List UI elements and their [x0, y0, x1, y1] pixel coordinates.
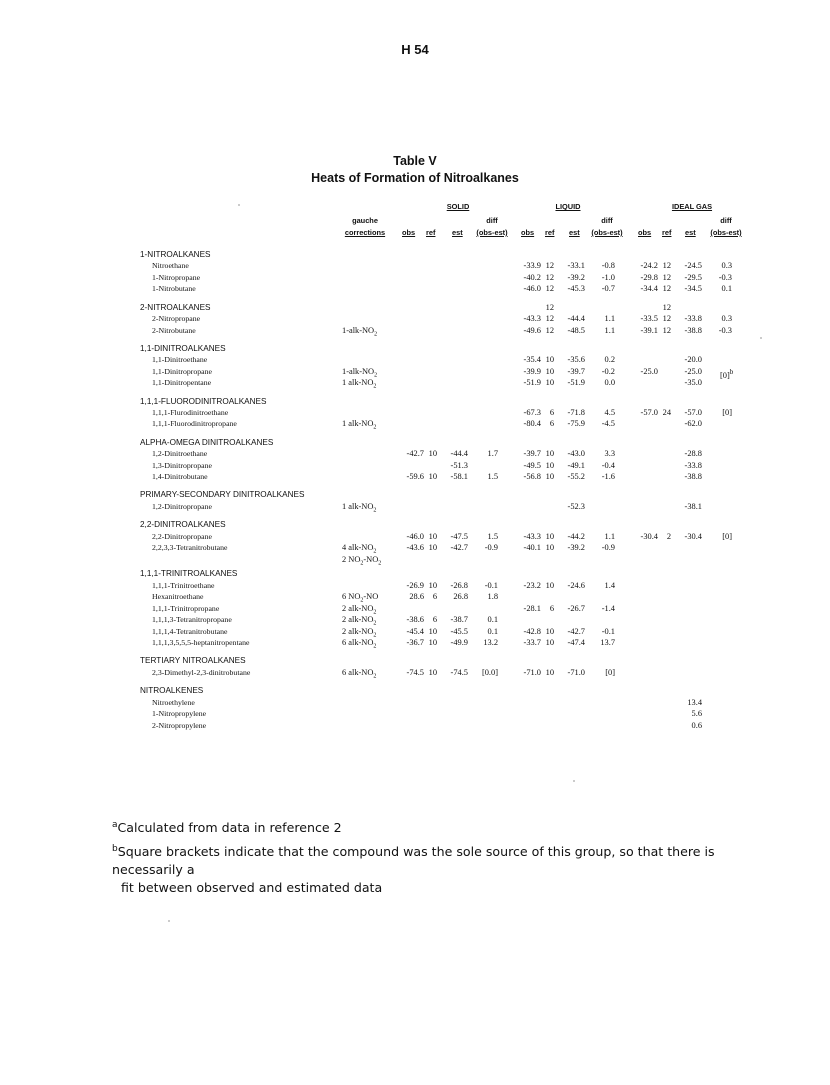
cell-g-est: -29.5 — [684, 272, 702, 282]
cell-g-est: -30.4 — [684, 531, 702, 541]
cell-l-ref: 6 — [549, 419, 554, 429]
cell-l-ref: 12 — [545, 325, 554, 335]
group-heading: ALPHA-OMEGA DINITROALKANES — [140, 437, 274, 447]
cell-l-est: -44.2 — [567, 531, 585, 541]
cell-l-est: -75.9 — [567, 419, 585, 429]
cell-l-est: -42.7 — [567, 626, 585, 636]
cell-s-est: 26.8 — [453, 592, 468, 602]
header-liquid-obs: obs — [521, 228, 535, 237]
gauche-subscript: 2 — [373, 383, 377, 390]
cell-l-est: -71.0 — [567, 667, 585, 677]
footnote-b-line1: Square brackets indicate that the compound was the sole source of this group, so that there is necessarily a — [112, 844, 715, 877]
footnote-a-text: Calculated from data in reference 2 — [117, 820, 342, 835]
cell-l-ref: 6 — [549, 603, 554, 613]
cell-g-obs: -39.1 — [640, 325, 658, 335]
compound-name: 1,4-Dinitrobutane — [152, 472, 208, 482]
cell-l-diff: 4.5 — [604, 408, 615, 417]
cell-l-ref: 12 — [545, 314, 554, 324]
gauche-correction — [342, 378, 376, 392]
header-gas-ref: ref — [662, 228, 672, 237]
header-gauche-bottom: corrections — [344, 228, 386, 237]
cell-l-diff: -1.6 — [601, 472, 615, 482]
cell-s-diff: 1.8 — [487, 592, 498, 602]
cell-l-diff: -0.1 — [601, 626, 615, 636]
gauche-subscript: 2 — [373, 620, 377, 627]
gauche-correction — [342, 419, 376, 433]
compound-name: 1,1-Dinitropropane — [152, 366, 212, 376]
compound-name: 1,1,1-Trinitroethane — [152, 580, 215, 590]
compound-name: 2-Nitrobutane — [152, 325, 196, 335]
footnote-a — [112, 816, 342, 837]
header-liquid-ref: ref — [545, 228, 555, 237]
cell-l-diff: -0.8 — [601, 261, 615, 271]
cell-g-ref: 12 — [662, 284, 671, 294]
cell-s-obs: -45.4 — [406, 626, 424, 636]
cell-l-diff: -0.4 — [601, 460, 615, 470]
cell-l-obs: -33.7 — [523, 638, 541, 648]
cell-s-obs: -38.6 — [406, 615, 424, 625]
compound-name: 1,1-Dinitropentane — [152, 378, 212, 388]
cell-l-obs: -43.3 — [523, 531, 541, 541]
gauche-text: 1 alk-NO — [342, 378, 374, 388]
group-heading: 1,1,1-TRINITROALKANES — [140, 569, 238, 579]
header-liquid-est: est — [569, 228, 580, 237]
cell-l-obs: -43.3 — [523, 314, 541, 324]
cell-g-diff: [0] — [722, 408, 732, 417]
header-solid-diff-top: diff — [486, 216, 498, 225]
cell-s-ref: 6 — [432, 592, 437, 602]
cell-l-est: -39.2 — [567, 543, 585, 553]
footnote-b — [112, 840, 782, 897]
phase-header-liquid: LIQUID — [555, 202, 581, 211]
header-solid-obs: obs — [402, 228, 416, 237]
cell-l-obs: -71.0 — [523, 667, 541, 677]
cell-l-ref: 10 — [545, 667, 554, 677]
cell-l-est: -52.3 — [567, 501, 585, 511]
cell-g-est: -38.1 — [684, 501, 702, 511]
cell-l-obs: -40.1 — [523, 543, 541, 553]
cell-g-diff: 0.3 — [721, 261, 732, 271]
cell-g-est: 0.6 — [691, 720, 702, 730]
compound-name: 1-Nitropropylene — [152, 709, 207, 719]
cell-g-ref: 2 — [666, 531, 671, 541]
cell-s-diff: 0.1 — [487, 626, 498, 636]
cell-l-ref: 10 — [545, 355, 554, 365]
cell-g-ref: 12 — [662, 261, 671, 271]
gauche-text: 2 alk-NO — [342, 615, 374, 625]
cell-s-ref: 6 — [432, 615, 437, 625]
cell-l-obs: -80.4 — [523, 419, 541, 429]
compound-name: Nitroethane — [152, 261, 189, 271]
gauche-subscript: 2 — [373, 632, 377, 639]
gauche-subscript: 2 — [374, 372, 378, 379]
gauche-text: 2 NO — [342, 554, 361, 564]
cell-g-est: -38.8 — [684, 325, 702, 335]
cell-l-ref: 10 — [545, 580, 554, 590]
cell-s-est: -45.5 — [450, 626, 468, 636]
cell-l-ref: 10 — [545, 531, 554, 541]
compound-name: 2-Nitropropane — [152, 314, 201, 324]
gauche-text: 2 alk-NO — [342, 626, 374, 636]
cell-l-diff: 0.0 — [604, 378, 615, 388]
cell-s-est: -26.8 — [450, 580, 468, 590]
footnote-ref-mark: b — [729, 367, 734, 376]
cell-s-obs: -26.9 — [406, 580, 424, 590]
cell-g-diff: 0.1 — [721, 284, 732, 294]
compound-name: 1,1,1-Fluorodinitropropane — [152, 419, 237, 429]
header-solid-ref: ref — [426, 228, 436, 237]
cell-l-diff: -0.7 — [601, 284, 615, 294]
cell-g-est: -25.0 — [684, 366, 702, 376]
compound-name: 1,2-Dinitroethane — [152, 449, 208, 459]
compound-name: 1,1-Dinitroethane — [152, 355, 208, 365]
cell-s-diff: -0.9 — [484, 543, 498, 553]
cell-l-ref: 12 — [545, 284, 554, 294]
gauche-text: 6 alk-NO — [342, 667, 374, 677]
gauche-text: 1-alk-NO — [342, 366, 375, 376]
cell-l-obs: -28.1 — [523, 603, 541, 613]
cell-l-est: -39.2 — [567, 272, 585, 282]
scan-speck — [573, 780, 575, 782]
cell-s-diff: 1.5 — [487, 531, 498, 541]
cell-s-est: -44.4 — [450, 449, 468, 459]
cell-l-obs: -35.4 — [523, 355, 541, 365]
gauche-correction — [342, 502, 376, 516]
cell-g-est: -33.8 — [684, 314, 702, 324]
gauche-subscript: 2 — [373, 507, 377, 514]
header-gauche-top: gauche — [352, 216, 378, 225]
cell-s-ref: 10 — [428, 449, 437, 459]
gauche-subscript: 2 — [374, 331, 378, 338]
cell-l-diff: 3.3 — [604, 449, 615, 459]
cell-l-diff: 1.1 — [604, 314, 615, 324]
cell-l-est: -26.7 — [567, 603, 585, 613]
cell-l-ref: 10 — [545, 626, 554, 636]
cell-l-est: -49.1 — [567, 460, 585, 470]
cell-l-obs: -49.5 — [523, 460, 541, 470]
compound-name: Hexanitroethane — [152, 592, 204, 602]
gauche-text: 4 alk-NO — [342, 543, 374, 553]
cell-g-obs: -33.5 — [640, 314, 658, 324]
cell-g-est: -28.8 — [684, 449, 702, 459]
cell-s-ref: 10 — [428, 543, 437, 553]
cell-s-obs: -42.7 — [406, 449, 424, 459]
cell-l-est: -43.0 — [567, 449, 585, 459]
group-heading: TERTIARY NITROALKANES — [140, 656, 246, 666]
cell-s-est: -42.7 — [450, 543, 468, 553]
cell-l-diff: -4.5 — [601, 419, 615, 429]
cell-l-obs: -56.8 — [523, 472, 541, 482]
cell-g-diff: $[0]^b$ — [720, 367, 734, 380]
gauche-subscript: 2 — [373, 609, 377, 616]
phase-header-solid: SOLID — [446, 202, 470, 211]
cell-l-est: -44.4 — [567, 314, 585, 324]
cell-g-obs: -30.4 — [640, 531, 658, 541]
cell-l-diff: -1.0 — [601, 272, 615, 282]
cell-g-est: -20.0 — [684, 355, 702, 365]
cell-g-ref: 24 — [662, 408, 671, 417]
phase-header-gas: IDEAL GAS — [671, 202, 713, 211]
cell-s-diff: -0.1 — [484, 580, 498, 590]
cell-l-ref: 12 — [545, 302, 554, 312]
gauche-correction-2 — [342, 555, 381, 569]
cell-l-diff: 0.2 — [604, 355, 615, 365]
compound-name: 1,3-Dinitropropane — [152, 460, 212, 470]
cell-s-diff: 13.2 — [483, 638, 498, 648]
gauche-suffix: -NO — [363, 592, 379, 602]
cell-l-obs: -51.9 — [523, 378, 541, 388]
compound-name: 2,2-Dinitropropane — [152, 531, 212, 541]
gauche-text: 6 NO — [342, 592, 361, 602]
cell-g-ref: 12 — [662, 314, 671, 324]
cell-s-obs: 28.6 — [409, 592, 424, 602]
cell-l-est: -48.5 — [567, 325, 585, 335]
compound-name: 2,3-Dimethyl-2,3-dinitrobutane — [152, 667, 251, 677]
cell-l-diff: [0] — [605, 667, 615, 677]
cell-s-obs: -74.5 — [406, 667, 424, 677]
cell-s-ref: 10 — [428, 638, 437, 648]
scan-speck — [168, 920, 170, 922]
cell-l-est: -33.1 — [567, 261, 585, 271]
cell-g-ref: 12 — [662, 302, 671, 312]
cell-l-obs: -67.3 — [523, 408, 541, 417]
cell-l-est: -39.7 — [567, 366, 585, 376]
cell-s-est: -51.3 — [450, 460, 468, 470]
cell-l-obs: -40.2 — [523, 272, 541, 282]
compound-name: 2-Nitropropylene — [152, 720, 207, 730]
cell-g-est: -38.8 — [684, 472, 702, 482]
cell-l-obs: -49.6 — [523, 325, 541, 335]
cell-l-ref: 6 — [549, 408, 554, 417]
cell-g-est: 13.4 — [687, 697, 702, 707]
cell-s-obs: -59.6 — [406, 472, 424, 482]
cell-l-diff: 1.1 — [604, 531, 615, 541]
gauche-text: 1 alk-NO — [342, 419, 374, 429]
cell-g-diff: -0.3 — [718, 325, 732, 335]
footnote-b-line2: fit between observed and estimated data — [121, 880, 383, 895]
cell-l-obs: -39.7 — [523, 449, 541, 459]
cell-g-est: -35.0 — [684, 378, 702, 388]
cell-s-diff: 0.1 — [487, 615, 498, 625]
cell-s-ref: 10 — [428, 667, 437, 677]
cell-s-est: -49.9 — [450, 638, 468, 648]
footnote-a-mark: a — [112, 820, 118, 830]
compound-name: 1-Nitropropane — [152, 272, 201, 282]
cell-l-est: -55.2 — [567, 472, 585, 482]
header-gas-est: est — [685, 228, 696, 237]
compound-name: 1,1,1,3,5,5,5-heptanitropentane — [152, 638, 250, 648]
scan-speck — [238, 204, 240, 206]
cell-s-diff: 1.5 — [487, 472, 498, 482]
header-liquid-diff-top: diff — [601, 216, 613, 225]
compound-name: 1,1,1,3-Tetranitropropane — [152, 615, 232, 625]
gauche-correction — [342, 668, 376, 682]
page-number: H 54 — [401, 42, 429, 57]
table-title: Table V — [393, 154, 437, 168]
gauche-subscript: 2 — [378, 560, 382, 567]
cell-l-ref: 10 — [545, 472, 554, 482]
cell-l-obs: -39.9 — [523, 366, 541, 376]
cell-g-est: -34.5 — [684, 284, 702, 294]
cell-s-obs: -46.0 — [406, 531, 424, 541]
cell-s-ref: 10 — [428, 531, 437, 541]
cell-g-obs: -34.4 — [640, 284, 658, 294]
table-subtitle: Heats of Formation of Nitroalkanes — [311, 171, 519, 185]
cell-l-ref: 10 — [545, 449, 554, 459]
gauche-subscript: 2 — [373, 643, 377, 650]
gauche-text: 1-alk-NO — [342, 325, 375, 335]
cell-l-obs: -42.8 — [523, 626, 541, 636]
cell-l-obs: -33.9 — [523, 261, 541, 271]
cell-g-diff: -0.3 — [718, 272, 732, 282]
cell-l-ref: 10 — [545, 378, 554, 388]
header-liquid-diff: (obs-est) — [591, 228, 623, 237]
group-heading: 1,1,1-FLUORODINITROALKANES — [140, 396, 267, 406]
compound-name: 1-Nitrobutane — [152, 284, 196, 294]
gauche-correction — [342, 326, 377, 340]
footnote-b-mark: b — [112, 844, 118, 854]
compound-name: 1,1,1,4-Tetranitrobutane — [152, 626, 228, 636]
gauche-subscript: 2 — [373, 548, 377, 555]
cell-l-ref: 10 — [545, 460, 554, 470]
cell-g-obs: -57.0 — [640, 408, 658, 417]
cell-l-ref: 10 — [545, 543, 554, 553]
group-heading: 2-NITROALKANES — [140, 302, 211, 312]
group-heading: 1,1-DINITROALKANES — [140, 343, 226, 353]
cell-l-est: -71.8 — [567, 408, 585, 417]
gauche-text: 2 alk-NO — [342, 603, 374, 613]
header-solid-diff: (obs-est) — [476, 228, 508, 237]
cell-s-diff: 1.7 — [487, 449, 498, 459]
cell-s-est: -47.5 — [450, 531, 468, 541]
gauche-correction — [342, 638, 376, 652]
header-solid-est: est — [452, 228, 463, 237]
cell-l-est: -24.6 — [567, 580, 585, 590]
cell-g-est: -24.5 — [684, 261, 702, 271]
header-gas-obs: obs — [638, 228, 652, 237]
gauche-subscript: 2 — [373, 673, 377, 680]
cell-l-diff: -0.9 — [601, 543, 615, 553]
cell-s-ref: 10 — [428, 580, 437, 590]
group-heading: 2,2-DINITROALKANES — [140, 520, 226, 530]
cell-l-est: -47.4 — [567, 638, 585, 648]
cell-g-obs: -25.0 — [640, 366, 658, 376]
cell-s-ref: 10 — [428, 472, 437, 482]
cell-l-est: -45.3 — [567, 284, 585, 294]
cell-s-obs: -43.6 — [406, 543, 424, 553]
compound-name: 1,1,1-Trinitropropane — [152, 603, 220, 613]
compound-name: Nitroethylene — [152, 697, 195, 707]
cell-l-ref: 12 — [545, 261, 554, 271]
cell-l-diff: -1.4 — [601, 603, 615, 613]
cell-g-ref: 12 — [662, 272, 671, 282]
cell-l-diff: 1.4 — [604, 580, 615, 590]
cell-s-est: -38.7 — [450, 615, 468, 625]
cell-l-diff: -0.2 — [601, 366, 615, 376]
compound-name: 1,2-Dinitropropane — [152, 501, 212, 511]
cell-l-ref: 10 — [545, 638, 554, 648]
cell-s-diff: [0.0] — [481, 667, 498, 677]
gauche-subscript: 2 — [373, 425, 377, 432]
gauche-text: 1 alk-NO — [342, 501, 374, 511]
cell-s-est: -74.5 — [450, 667, 468, 677]
cell-l-est: -51.9 — [567, 378, 585, 388]
cell-l-diff: 13.7 — [600, 638, 615, 648]
cell-l-diff: 1.1 — [604, 325, 615, 335]
cell-g-diff: [0] — [722, 531, 732, 541]
cell-g-ref: 12 — [662, 325, 671, 335]
cell-g-est: 5.6 — [691, 709, 702, 719]
compound-name: 1,1,1-Flurodinitroethane — [152, 408, 229, 417]
cell-l-est: -35.6 — [567, 355, 585, 365]
group-heading: NITROALKENES — [140, 686, 204, 696]
cell-g-est: -57.0 — [684, 408, 702, 417]
cell-l-obs: -23.2 — [523, 580, 541, 590]
cell-g-obs: -29.8 — [640, 272, 658, 282]
cell-s-ref: 10 — [428, 626, 437, 636]
gauche-subscript: 2 — [360, 560, 364, 567]
scan-speck — [760, 337, 762, 339]
gauche-subscript: 2 — [360, 598, 364, 605]
cell-l-obs: -46.0 — [523, 284, 541, 294]
cell-g-est: -62.0 — [684, 419, 702, 429]
gauche-text: 6 alk-NO — [342, 638, 374, 648]
compound-name: 2,2,3,3-Tetranitrobutane — [152, 543, 228, 553]
cell-s-est: -58.1 — [450, 472, 468, 482]
gauche-suffix: -NO — [363, 554, 379, 564]
group-heading: PRIMARY-SECONDARY DINITROALKANES — [140, 490, 305, 500]
group-heading: 1-NITROALKANES — [140, 250, 211, 259]
header-gas-diff: (obs-est) — [710, 228, 742, 237]
cell-g-est: -33.8 — [684, 460, 702, 470]
cell-l-ref: 12 — [545, 272, 554, 282]
header-gas-diff-top: diff — [720, 216, 732, 225]
cell-g-obs: -24.2 — [640, 261, 658, 271]
cell-g-diff: 0.3 — [721, 314, 732, 324]
cell-s-obs: -36.7 — [406, 638, 424, 648]
cell-l-ref: 10 — [545, 366, 554, 376]
